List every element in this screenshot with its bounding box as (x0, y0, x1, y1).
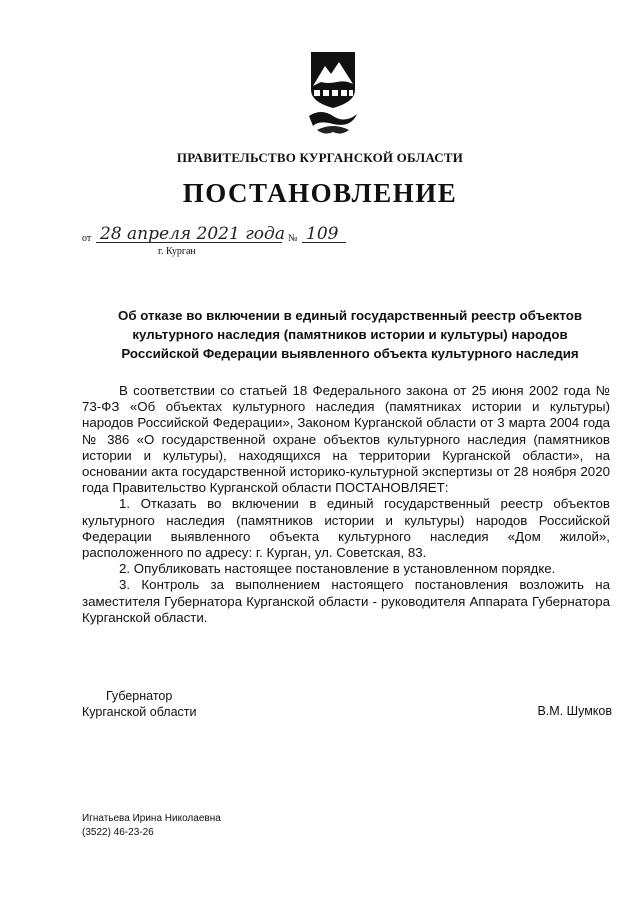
subject-line: Об отказе во включении в единый государственный реестр объектов (117, 308, 583, 323)
document-type-title: ПОСТАНОВЛЕНИЕ (182, 178, 458, 208)
body-paragraph-preamble: В соответствии со статьей 18 Федерального закона от 25 июня 2002 года № 73-ФЗ «Об объектах культурного наследия (памятниках истории и культуры) народов Российской Федерации», Законом Курганской области от 3 марта 2004 года № 386 «О государственной охране объектов культурного наследия (памятников истории и культуры), находящихся на территории Курганской области», на основании акта государственной историко-культурной экспертизы от 28 ноября 2020 года Правительство Курганской области ПОСТАНОВЛЯЕТ: (82, 383, 610, 496)
dateline (82, 222, 382, 262)
number-handwritten: 109 (306, 224, 339, 244)
subject-line: культурного наследия (памятников истории и культуры) народов (132, 327, 568, 342)
signer-position-line: Губернатор (106, 689, 173, 703)
coat-of-arms-icon (303, 50, 363, 138)
document-body (82, 383, 610, 626)
government-title: ПРАВИТЕЛЬСТВО КУРГАНСКОЙ ОБЛАСТИ (176, 150, 464, 165)
number-label: № (288, 233, 298, 244)
body-paragraph-item-3: 3. Контроль за выполнением настоящего постановления возложить на заместителя Губернатора Курганской области - руководителя Аппарата Губернатора Курганской области. (82, 577, 610, 625)
subject-line: Российской Федерации выявленного объекта культурного наследия (121, 346, 579, 361)
executor-name: Игнатьева Ирина Николаевна (82, 813, 221, 824)
date-from-label: от (82, 233, 92, 244)
executor-phone: (3522) 46-23-26 (82, 827, 154, 838)
signer-position-line: Курганской области (82, 705, 197, 719)
signer-position (82, 688, 197, 720)
body-paragraph-item-2: 2. Опубликовать настоящее постановление в установленном порядке. (119, 561, 556, 577)
document-subject (60, 306, 640, 363)
signer-name: В.М. Шумков (537, 704, 612, 718)
executor-contact (82, 812, 221, 840)
body-paragraph-item-1: 1. Отказать во включении в единый государственный реестр объектов культурного наследия (памятников истории и культуры) народов Российской Федерации выявленного объекта культурного наследия «Дом жилой», расположенного по адресу: г. Курган, ул. Советская, 83. (82, 496, 610, 561)
city-label: г. Курган (158, 246, 196, 257)
date-handwritten: 28 апреля 2021 года (100, 224, 285, 244)
